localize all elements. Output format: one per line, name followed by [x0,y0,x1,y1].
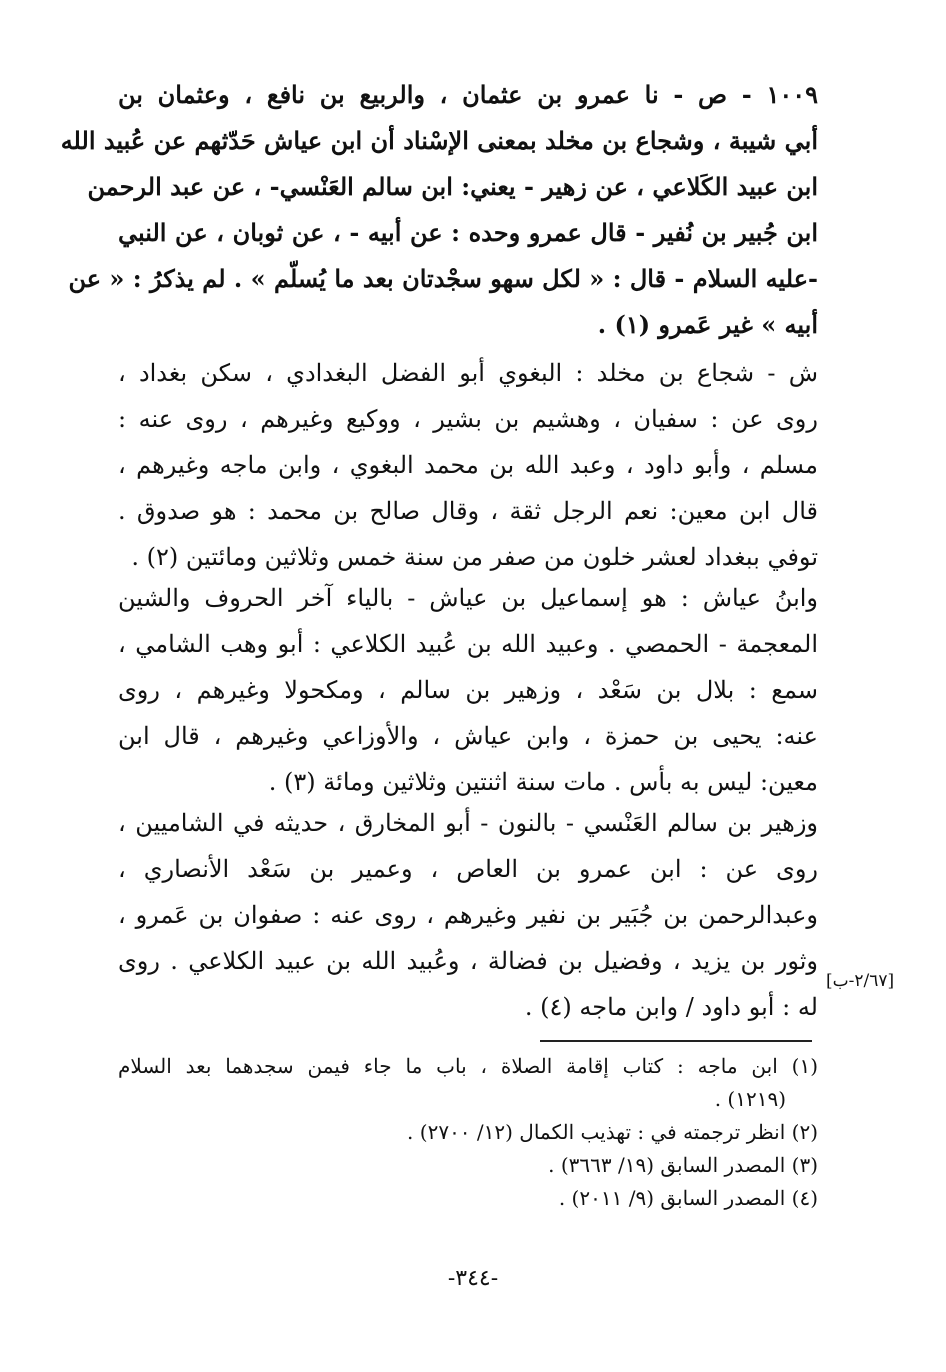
commentary-line: معين: ليس به بأس . مات سنة اثنتين وثلاثين ومائة (٣) . [268,768,818,796]
manuscript-folio-marker: [٢/٦٧-ب] [826,971,895,991]
commentary-line: مسلم ، وأبو داود ، وعبد الله بن محمد البغوي ، وابن ماجه وغيرهم ، [118,451,818,479]
commentary-line: روى عن : ابن عمرو بن العاص ، وعمير بن سَعْد الأنصاري ، [118,855,818,883]
footnotes [118,1050,818,1215]
hadith-line: ابن جُبير بن نُفير - قال عمرو وحده : عن أبيه - ، عن ثوبان ، عن النبي [118,218,818,247]
page-number: -٣٤٤- [447,1266,499,1291]
hadith-line: ١٠٠٩ - ص - نا عمرو بن عثمان ، والربيع بن نافع ، وعثمان بن [118,80,819,109]
hadith-line: ابن عبيد الكَلاعي ، عن زهير - يعني: ابن سالم العَنْسي- ، عن عبد الرحمن [87,172,818,201]
footnote-separator [540,1040,812,1042]
commentary-line: سمع : بلال بن سَعْد ، وزهير بن سالم ، ومكحولا وغيرهم ، روى [118,676,818,704]
commentary-zuhair [118,800,818,1030]
footnote-1: (١) ابن ماجه : كتاب إقامة الصلاة ، باب ما جاء فيمن سجدهما بعد السلام [118,1054,818,1078]
hadith-line: -عليه السلام - قال : « لكل سهو سجْدتان بعد ما يُسلّم » . لم يذكرُ : « عن [68,264,818,293]
commentary-line: توفي ببغداد لعشر خلون من صفر من سنة خمس وثلاثين ومائتين (٢) . [131,543,818,571]
hadith-line: أبيه » غير عَمرو (١) . [597,310,818,339]
commentary-line: وابنُ عياش : هو إسماعيل بن عياش - بالياء آخر الحروف والشين [118,584,818,612]
commentary-line: له : أبو داود / وابن ماجه (٤) . [524,993,818,1021]
commentary-line: ش - شجاع بن مخلد : البغوي أبو الفضل البغدادي ، سكن بغداد ، [118,359,818,387]
commentary-ibn-ayyash [118,575,818,805]
footnote-1-continued: (١٢١٩) . [714,1087,786,1111]
commentary-line: قال ابن معين: نعم الرجل ثقة ، وقال صالح بن محمد : هو صدوق . [118,497,818,525]
commentary-line: وعبدالرحمن بن جُبَير بن نفير وغيرهم ، روى عنه : صفوان بن عَمرو ، [118,901,818,929]
commentary-line: وثور بن يزيد ، وفضيل بن فضالة ، وعُبيد الله بن عبيد الكلاعي . روى [118,947,818,975]
commentary-line: وزهير بن سالم العَنْسي - بالنون - أبو المخارق ، حديثه في الشاميين ، [118,809,818,837]
footnote-2: (٢) انظر ترجمته في : تهذيب الكمال (١٢/ ٢٧٠٠) . [407,1120,818,1144]
commentary-line: روى عن : سفيان ، وهشيم بن بشير ، ووكيع وغيرهم ، روى عنه : [118,405,818,433]
commentary-shuja [118,350,818,580]
hadith-text [60,72,819,348]
commentary-line: عنه: يحيى بن حمزة ، وابن عياش ، والأوزاعي وغيرهم ، قال ابن [118,722,818,750]
commentary-line: المعجمة - الحمصي . وعبيد الله بن عُبيد الكلاعي : أبو وهب الشامي ، [118,630,818,658]
footnote-4: (٤) المصدر السابق (٩/ ٢٠١١) . [558,1186,818,1210]
hadith-line: أبي شيبة ، وشجاع بن مخلد بمعنى الإسْناد أن ابن عياش حَدّثهم عن عُبيد الله [60,126,818,155]
footnote-3: (٣) المصدر السابق (١٩/ ٣٦٦٣) . [548,1153,818,1177]
